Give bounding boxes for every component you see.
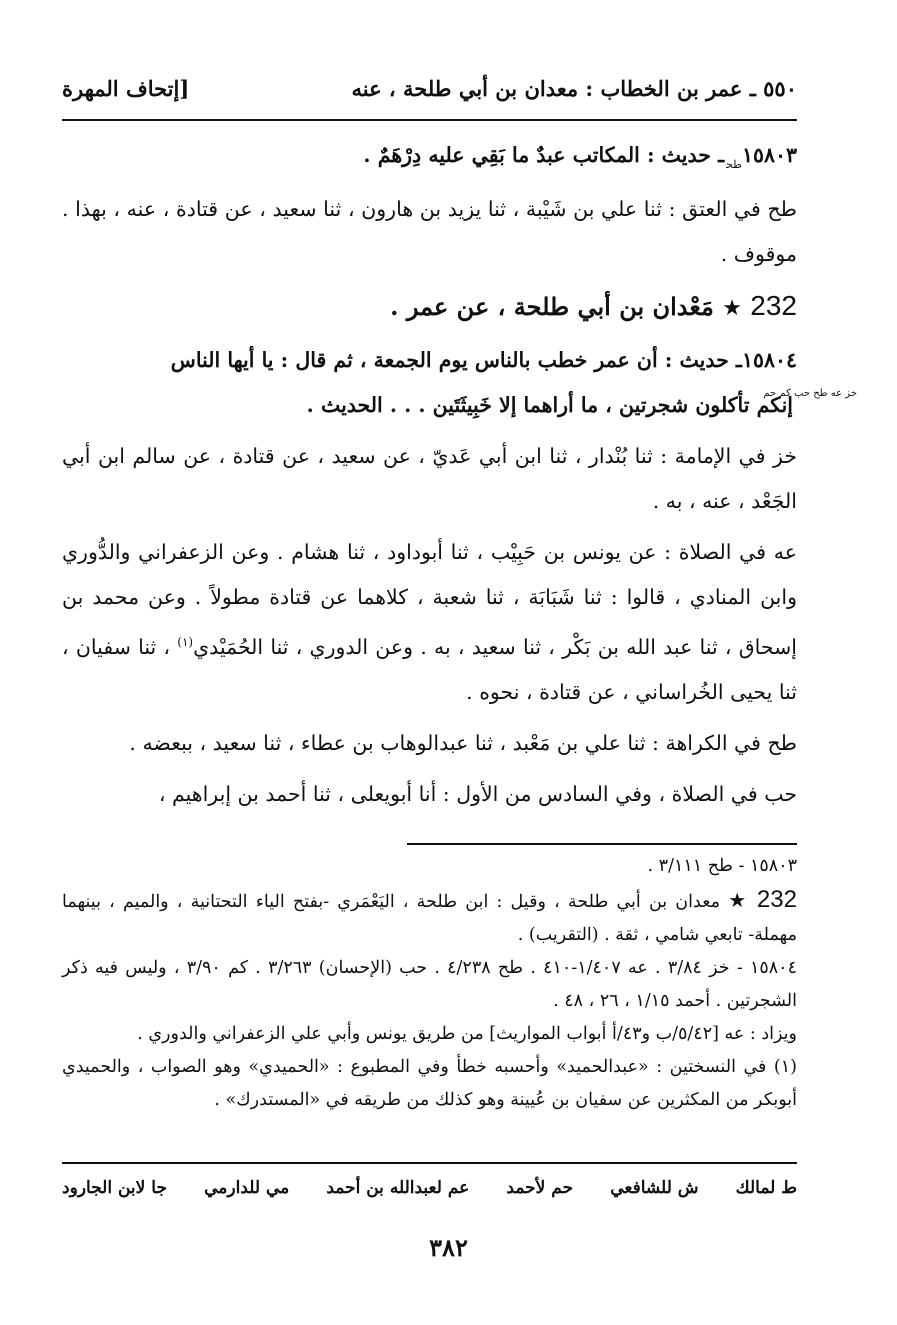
hadith-text-line1: ـ حديث : أن عمر خطب بالناس يوم الجمعة ، ثم قال : يا أيها الناس [170,348,742,372]
hadith-text-line2: إنكم تأكلون شجرتين ، ما أراهما إلا خَبِيثَتَين . . . الحديث . [306,393,793,417]
running-head [62,68,797,108]
footnote: 232 ★ معدان بن أبي طلحة ، وقيل : ابن طلحة ، اليَعْمَري -بفتح الياء التحتانية ، والميم ، بينهما مهملة- تابعي شامي ، ثقة . (التقريب) . [62,886,797,945]
source-paragraph: طح في الكراهة : ثنا علي بن مَعْبد ، ثنا عبدالوهاب بن عطاء ، ثنا سعيد ، ببعضه . [129,730,797,755]
siglum: مي للدارمي [204,1178,290,1198]
main-text [62,133,857,817]
hadith-text: ـ حديث : المكاتب عبدٌ ما بَقِي عليه دِرْهَمٌ . [363,143,725,167]
hadith-continuation [62,383,857,428]
footnote: ١٥٨٠٤ - خز ٣/٨٤ . عه ١/٤٠٧-٤١٠ . طح ٤/٢٣٨ . حب (الإحسان) ٣/٢٦٣ . كم ٣/٩٠ ، وليس فيه ذكر الشجرتين . أحمد ١/١٥ ، ٢٦ ، ٤٨ . [62,958,797,1011]
footnote-rule [407,843,797,845]
header-rule [62,119,797,121]
siglum: جا لابن الجارود [62,1178,167,1198]
entry-siglum: طح [726,158,742,171]
star-icon: ★ [728,888,749,912]
footnote: ١٥٨٠٣ - طح ٣/١١١ . [647,856,797,876]
source-paragraph: طح في العتق : ثنا علي بن شَيْبة ، ثنا يزيد بن هارون ، ثنا سعيد ، عن قتادة ، عنه ، بهذا . موقوف . [62,197,797,266]
entry-sigla: خز عه طح حب كم حم [763,388,857,399]
source-paragraph: عه في الصلاة : عن يونس بن حَبِيْب ، ثنا أبوداود ، ثنا هشام . وعن الزعفراني والدُّوري وابن المنادي ، قالوا : ثنا شَبَابَة ، ثنا شعبة ، كلاهما عن قتادة مطولاً . وعن محمد بن إسحاق ، ثنا عبد الله بن بَكْر ، ثنا سعيد ، به . وعن الدوري ، ثنا الحُمَيْدي$^{(١)}$ ، ثنا سفيان ، ثنا يحيى الخُراساني ، عن قتادة ، نحوه . [62,540,797,704]
siglum: ط لمالك [735,1178,797,1198]
siglum: حم لأحمد [506,1178,574,1198]
book-title: [إتحاف المهرة [62,75,190,101]
narrator-number: 232 [756,886,797,913]
entry-number: ١٥٨٠٣ [741,143,797,167]
narrator-heading [62,277,797,338]
entry-number: ١٥٨٠٤ [741,348,797,372]
source-paragraph: خز في الإمامة : ثنا بُنْدار ، ثنا ابن أبي عَديّ ، عن سعيد ، عن قتادة ، عن سالم ابن أبي الجَعْد ، عنه ، به . [62,444,797,513]
entry-15804 [62,338,797,383]
footnote-marker: (١) [177,635,194,649]
narrator-name: مَعْدان بن أبي طلحة ، عن عمر . [390,292,714,321]
running-title: ٥٥٠ ـ عمر بن الخطاب : معدان بن أبي طلحة ، عنه [351,75,797,101]
siglum: عم لعبدالله بن أحمد [326,1178,470,1198]
source-paragraph: حب في الصلاة ، وفي السادس من الأول : أنا أبويعلى ، ثنا أحمد بن إبراهيم ، [158,781,797,806]
footnote: (١) في النسختين : «عبدالحميد» وأحسبه خطأ وفي المطبوع : «الحميدي» وهو الصواب ، والحميدي أبوبكر من المكثرين عن سفيان بن عُيينة وهو كذلك من طريقه في «المستدرك» . [62,1057,797,1110]
footnotes [62,850,797,1117]
siglum: ش للشافعي [610,1178,699,1198]
narrator-number: 232 [750,290,797,321]
footnote: ويزاد : عه [٥/٤٢/ب و٤٣/أ أبواب المواريث] من طريق يونس وأبي علي الزعفراني والدوري . [137,1024,797,1044]
page-number: ٣٨٢ [429,1233,468,1262]
star-icon: ★ [722,296,742,321]
sigla-legend [62,1178,797,1198]
entry-15803 [62,133,797,187]
sigla-rule [62,1162,797,1164]
